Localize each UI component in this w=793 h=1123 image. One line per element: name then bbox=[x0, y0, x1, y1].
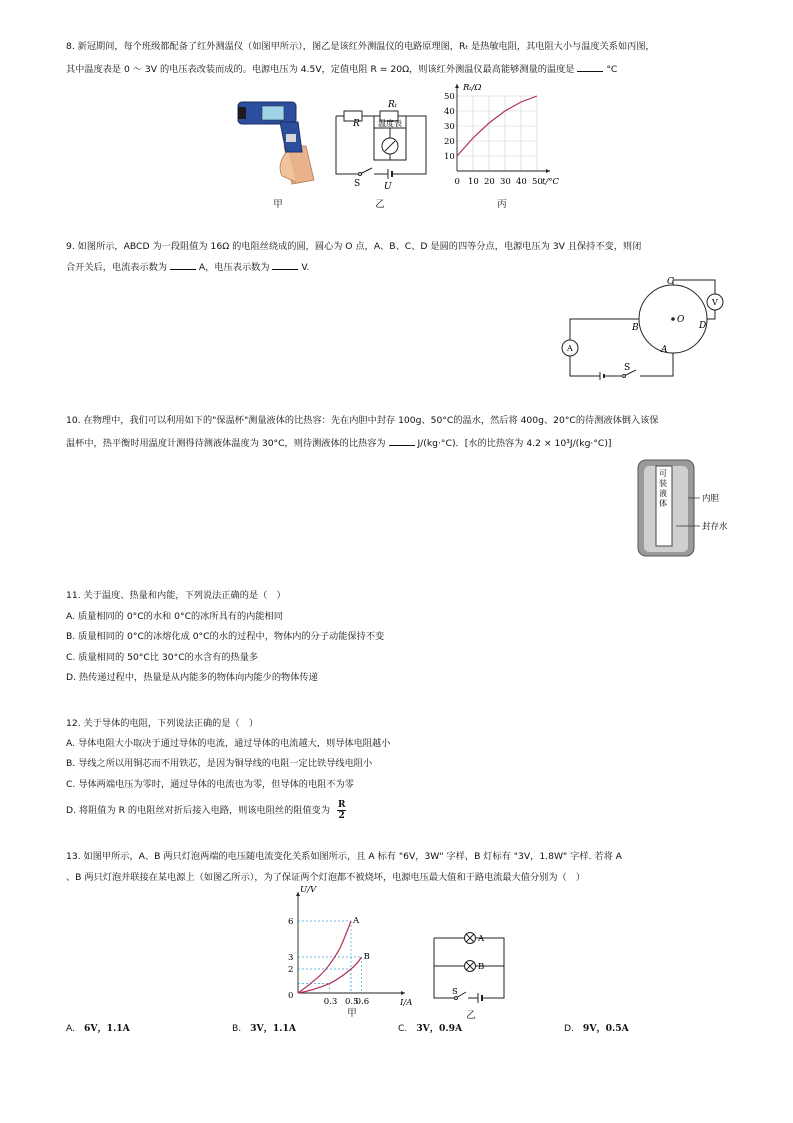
rt-ytick-layer bbox=[444, 92, 455, 162]
ui-series-a-label: A bbox=[353, 916, 360, 926]
ui-ytick-label: 3 bbox=[288, 953, 294, 963]
q12-option-a[interactable]: A. 导体电阻大小取决于通过导体的电流，通过导体的电流越大，则导体电阻越小 bbox=[66, 738, 391, 749]
q11-option-a[interactable]: A. 质量相同的 0°C的水和 0°C的冰所具有的内能相同 bbox=[66, 611, 283, 622]
q13-parallel-circuit bbox=[430, 930, 510, 1006]
ui-ytick-label: 6 bbox=[288, 917, 294, 927]
source-label: U bbox=[384, 182, 392, 192]
q11-option-b[interactable]: B. 质量相同的 0°C的冰熔化成 0°C的水的过程中，物体内的分子动能保持不变 bbox=[66, 631, 385, 642]
q13-switch-label: S bbox=[452, 987, 458, 997]
rt-xtick-label: 0 bbox=[454, 177, 460, 187]
meter-label: 温度表 bbox=[378, 119, 402, 128]
rt-xtick-label: 40 bbox=[516, 177, 527, 187]
rt-ytick-label: 40 bbox=[444, 107, 455, 117]
q8-answer-blank[interactable] bbox=[577, 62, 603, 72]
q13-option-c-letter: C. bbox=[398, 1023, 408, 1034]
lamp-b-label: B bbox=[478, 962, 485, 972]
q9-text-c: V. bbox=[301, 262, 310, 273]
q12-option-c[interactable]: C. 导体两端电压为零时，通过导体的电流也为零，但导体的电阻不为零 bbox=[66, 779, 354, 790]
q12-stem: 12. 关于导体的电阻，下列说法正确的是（ ） bbox=[66, 718, 259, 729]
liquid-label-char: 液 bbox=[659, 489, 667, 498]
q13-option-a-value: 6V，1.1A bbox=[83, 1023, 130, 1034]
lamp-a-label: A bbox=[478, 934, 485, 944]
q13-option-c-value: 3V，0.9A bbox=[416, 1023, 463, 1034]
q11-option-d[interactable]: D. 热传递过程中，热量是从内能多的物体向内能少的物体传递 bbox=[66, 672, 318, 683]
ammeter-icon: A bbox=[567, 344, 573, 353]
q13-ui-graph bbox=[280, 884, 420, 1006]
q9-voltage-blank[interactable] bbox=[272, 260, 298, 270]
rt-xtick-label: 20 bbox=[484, 177, 495, 187]
caption-jia: 甲 bbox=[273, 199, 283, 210]
q9-line2 bbox=[66, 260, 309, 274]
q13-line1: 13. 如图甲所示，A、B 两只灯泡两端的电压随电流变化关系如图所示，且 A 标有 "6V，3W" 字样，B 灯标有 "3V，1.8W" 字样. 若将 A bbox=[66, 851, 622, 862]
q11-option-c[interactable]: C. 质量相同的 50°C比 30°C的水含有的热量多 bbox=[66, 652, 259, 663]
infrared-thermometer-image bbox=[236, 94, 322, 186]
q8-circuit-diagram bbox=[330, 94, 432, 194]
q8-line2 bbox=[66, 62, 617, 76]
rt-ytick-label: 10 bbox=[444, 152, 455, 162]
caption-bing: 丙 bbox=[497, 199, 507, 210]
q13-option-d-letter: D. bbox=[564, 1023, 574, 1034]
inner-liner-label: 内胆 bbox=[702, 494, 720, 504]
resistor-rt-label: Rₜ bbox=[388, 100, 397, 110]
point-a-label: A bbox=[661, 345, 668, 355]
q10-answer-blank[interactable] bbox=[389, 436, 415, 446]
thermos-cup-diagram bbox=[630, 456, 738, 560]
ui-guide-layer bbox=[298, 921, 362, 993]
q13-line2: 、B 两只灯泡并联接在某电源上（如图乙所示），为了保证两个灯泡都不被烧坏，电源电压最大值和干路电流最大值分别为（ ） bbox=[66, 872, 586, 883]
ui-ytick-label: 2 bbox=[288, 965, 294, 975]
point-c-label: C bbox=[667, 277, 674, 287]
q9-line1: 9. 如图所示，ABCD 为一段阻值为 16Ω 的电阻丝绕成的圆，圆心为 O 点，A、B、C、D 是圆的四等分点，电源电压为 3V 且保持不变，则闭 bbox=[66, 241, 642, 252]
rt-graph-xlabel: t/°C bbox=[542, 177, 560, 187]
switch-label: S bbox=[354, 179, 361, 189]
q10-line1: 10. 在物理中，我们可以利用如下的"保温杯"测量液体的比热容：先在内胆中封存 100g、50°C的温水，然后将 400g、20°C的待测液体倒入该保 bbox=[66, 415, 659, 426]
rt-ytick-label: 30 bbox=[444, 122, 455, 132]
ui-xtick-label: 0.6 bbox=[355, 997, 370, 1006]
q10-text-a: 温杯中，热平衡时用温度计测得待测液体温度为 30°C，则待测液体的比热容为 bbox=[66, 438, 386, 449]
q10-text-b: J/(kg·°C)．[水的比热容为 4.2 × 10³J/(kg·°C)] bbox=[417, 438, 612, 449]
rt-xtick-layer bbox=[455, 177, 543, 187]
q8-rt-graph bbox=[442, 78, 566, 190]
q9-circle-circuit bbox=[560, 272, 738, 384]
rt-ytick-label: 50 bbox=[444, 92, 455, 102]
q12-option-b[interactable]: B. 导线之所以用铜芯而不用铁芯，是因为铜导线的电阻一定比铁导线电阻小 bbox=[66, 758, 373, 769]
q13-caption-yi: 乙 bbox=[466, 1010, 476, 1021]
q9-text-a: 合开关后，电流表示数为 bbox=[66, 262, 168, 273]
rt-graph-ylabel: Rₜ/Ω bbox=[463, 83, 482, 93]
rt-ytick-label: 20 bbox=[444, 137, 455, 147]
voltmeter-icon: V bbox=[712, 298, 718, 307]
point-b-label: B bbox=[632, 323, 639, 333]
resistor-r-label: R bbox=[353, 119, 360, 129]
liquid-label bbox=[659, 469, 667, 508]
q11-stem: 11. 关于温度、热量和内能，下列说法正确的是（ ） bbox=[66, 590, 286, 601]
fraction-numerator: R bbox=[337, 800, 346, 810]
q13-option-c[interactable] bbox=[398, 1022, 462, 1035]
q13-option-b[interactable] bbox=[232, 1022, 296, 1035]
ui-xtick-label: 0.5 bbox=[345, 997, 359, 1006]
q8-line2-text: 其中温度表是 0 ～ 3V 的电压表改装而成的。电源电压为 4.5V，定值电阻 R = 20Ω，则该红外测温仪最高能够测量的温度是 bbox=[66, 64, 575, 75]
q13-caption-jia: 甲 bbox=[347, 1008, 357, 1019]
q13-option-a-letter: A. bbox=[66, 1023, 76, 1034]
q9-text-b: A，电压表示数为 bbox=[198, 262, 270, 273]
q13-option-a[interactable] bbox=[66, 1022, 130, 1035]
ui-graph-origin: 0 bbox=[288, 991, 294, 1001]
ui-graph-ylabel: U/V bbox=[300, 885, 317, 895]
caption-yi: 乙 bbox=[375, 199, 385, 210]
q10-line2 bbox=[66, 436, 612, 450]
rt-xtick-label: 30 bbox=[500, 177, 511, 187]
point-d-label: D bbox=[699, 321, 707, 331]
q9-switch-label: S bbox=[624, 363, 631, 373]
liquid-label-char: 可 bbox=[659, 469, 667, 478]
liquid-label-char: 体 bbox=[659, 499, 667, 508]
q13-option-b-value: 3V，1.1A bbox=[250, 1023, 296, 1034]
q13-option-d[interactable] bbox=[564, 1022, 629, 1035]
q12-option-d[interactable] bbox=[66, 800, 346, 821]
q13-option-d-value: 9V，0.5A bbox=[582, 1023, 629, 1034]
liquid-label-char: 装 bbox=[659, 479, 667, 488]
fraction-denominator: 2 bbox=[338, 811, 345, 821]
point-o-label: O bbox=[677, 315, 685, 325]
q12-option-d-text: D. 将阻值为 R 的电阻丝对折后接入电路，则该电阻丝的阻值变为 bbox=[66, 805, 331, 816]
ui-series-b-label: B bbox=[363, 952, 370, 962]
rt-xtick-label: 10 bbox=[468, 177, 479, 187]
q8-line1: 8. 新冠期间，每个班级都配备了红外测温仪（如图甲所示），图乙是该红外测温仪的电路原理图，Rₜ 是热敏电阻，其电阻大小与温度关系如丙图， bbox=[66, 41, 655, 52]
sealed-water-label: 封存水 bbox=[702, 522, 728, 532]
ui-graph-xlabel: I/A bbox=[400, 998, 413, 1006]
q8-line2-unit: °C bbox=[606, 64, 618, 75]
ui-xtick-label: 0.3 bbox=[323, 997, 338, 1006]
q9-current-blank[interactable] bbox=[170, 260, 196, 270]
q13-option-b-letter: B. bbox=[232, 1023, 242, 1034]
ui-curve-layer bbox=[298, 916, 370, 993]
fraction-r-over-2 bbox=[337, 800, 346, 821]
rt-xtick-label: 50 bbox=[532, 177, 543, 187]
